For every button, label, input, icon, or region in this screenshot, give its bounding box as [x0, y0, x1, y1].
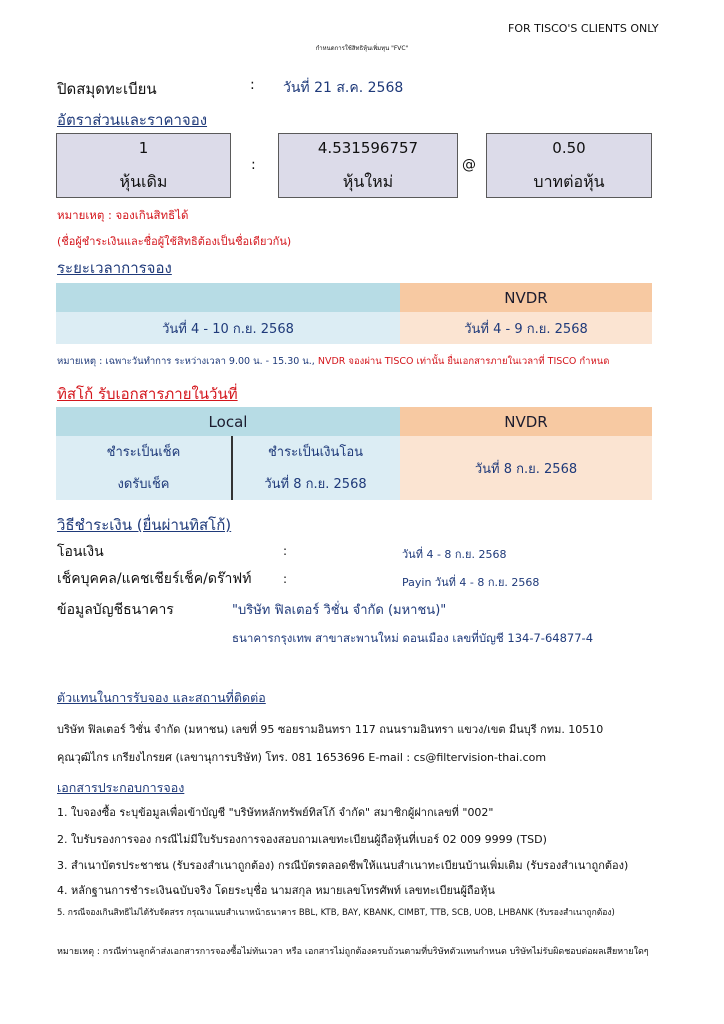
old-share-box: [56, 133, 231, 198]
price-label: บาทต่อหุ้น: [533, 172, 605, 191]
deadline-local-header: Local: [56, 407, 400, 436]
agent-address: บริษัท ฟิลเตอร์ วิชั่น จำกัด (มหาชน) เลขที่ 95 ซอยรามอินทรา 117 ถนนรามอินทรา แขวง/เขต มีนบุรี กทม. 10510: [57, 723, 604, 736]
old-share-label: หุ้นเดิม: [119, 172, 168, 191]
period-local-date: วันที่ 4 - 10 ก.ย. 2568: [56, 312, 400, 344]
page-title: กำหนดการใช้สิทธิหุ้นเพิ่มทุน "FVC": [315, 45, 409, 52]
new-share-value: 4.531596757: [317, 139, 419, 157]
deadline-cheque-value: งดรับเช็ค: [56, 467, 231, 500]
agent-contact: คุณวุฒิไกร เกรียงไกรยศ (เลขานุการบริษัท) โทร. 081 1653696 E-mail : cs@filtervision-thai.com: [57, 751, 547, 764]
new-share-label: หุ้นใหม่: [342, 172, 394, 191]
payment-cheque-date: Payin วันที่ 4 - 8 ก.ย. 2568: [402, 576, 540, 589]
documents-item: 4. หลักฐานการชำระเงินฉบับจริง โดยระบุชื่อ นามสกุล หมายเลขโทรศัพท์ เลขทะเบียนผู้ถือหุ้น: [57, 884, 495, 897]
new-share-box: [278, 133, 458, 198]
book-close-date: วันที่ 21 ส.ค. 2568: [283, 80, 404, 96]
footer-note: หมายเหตุ : กรณีท่านลูกค้าส่งเอกสารการจองซื้อไม่ทันเวลา หรือ เอกสารไม่ถูกต้องครบถ้วนตามที่บริษัทตัวแทนกำหนด บริษัทไม่รับผิดชอบต่อผลเสียหายใดๆ: [57, 947, 649, 957]
deadline-nvdr-value: วันที่ 8 ก.ย. 2568: [400, 436, 652, 500]
payment-cheque-colon: :: [283, 572, 288, 586]
deadline-divider: [231, 436, 233, 500]
documents-heading: เอกสารประกอบการจอง: [57, 780, 185, 795]
old-share-value: 1: [138, 139, 149, 157]
ratio-note-oversubscribe: หมายเหตุ : จองเกินสิทธิได้: [57, 208, 189, 222]
agent-heading: ตัวแทนในการรับจอง และสถานที่ติดต่อ: [57, 690, 266, 705]
price-box: [486, 133, 652, 198]
ratio-at-sign: @: [462, 157, 476, 173]
docs-deadline-heading: ทิสโก้ รับเอกสารภายในวันที่: [57, 385, 238, 403]
payment-transfer-colon: :: [283, 544, 288, 558]
payment-transfer-label: โอนเงิน: [57, 544, 104, 560]
ratio-note-same-name: (ชื่อผู้ชำระเงินและชื่อผู้ใช้สิทธิต้องเป็นชื่อเดียวกัน): [57, 235, 292, 248]
bank-account-name: "บริษัท ฟิลเตอร์ วิชั่น จำกัด (มหาชน)": [232, 603, 447, 618]
book-close-label: ปิดสมุดทะเบียน: [57, 80, 157, 98]
documents-item: 3. สำเนาบัตรประชาชน (รับรองสำเนาถูกต้อง) กรณีบัตรตลอดชีพให้แนบสำเนาทะเบียนบ้านเพิ่มเติม (รับรองสำเนาถูกต้อง): [57, 859, 629, 872]
deadline-transfer-label: ชำระเป็นเงินโอน: [231, 436, 400, 467]
period-note: [57, 354, 609, 369]
period-note-hours: หมายเหตุ : เฉพาะวันทำการ ระหว่างเวลา 9.00 น. - 15.30 น.,: [57, 356, 315, 367]
bank-account-detail: ธนาคารกรุงเทพ สาขาสะพานใหม่ ดอนเมือง เลขที่บัญชี 134-7-64877-4: [232, 631, 594, 645]
payment-heading: วิธีชำระเงิน (ยื่นผ่านทิสโก้): [57, 516, 232, 534]
documents-item: 1. ใบจองซื้อ ระบุข้อมูลเพื่อเข้าบัญชี "บริษัทหลักทรัพย์ทิสโก้ จำกัด" สมาชิกผู้ฝากเลขที่ "002": [57, 806, 494, 819]
payment-cheque-label: เช็คบุคคล/แคชเชียร์เช็ค/ดร๊าฟท์: [57, 571, 252, 587]
period-nvdr-date: วันที่ 4 - 9 ก.ย. 2568: [400, 312, 652, 344]
clients-only-label: FOR TISCO'S CLIENTS ONLY: [508, 22, 659, 35]
period-heading: ระยะเวลาการจอง: [57, 259, 172, 277]
ratio-heading: อัตราส่วนและราคาจอง: [57, 111, 208, 129]
payment-transfer-date: วันที่ 4 - 8 ก.ย. 2568: [402, 548, 507, 561]
deadline-transfer-value: วันที่ 8 ก.ย. 2568: [231, 467, 400, 500]
documents-item: 2. ใบรับรองการจอง กรณีไม่มีใบรับรองการจองสอบถามเลขทะเบียนผู้ถือหุ้นที่เบอร์ 02 009 9999 (TSD): [57, 833, 547, 846]
period-note-nvdr: NVDR จองผ่าน TISCO เท่านั้น ยื่นเอกสารภายในเวลาที่ TISCO กำหนด: [314, 356, 610, 367]
ratio-colon: :: [251, 157, 256, 173]
price-value: 0.50: [552, 139, 586, 157]
deadline-cheque-label: ชำระเป็นเช็ค: [56, 436, 231, 467]
period-nvdr-header: NVDR: [400, 283, 652, 312]
documents-item: 5. กรณีจองเกินสิทธิไม่ได้รับจัดสรร กรุณาแนบสำเนาหน้าธนาคาร BBL, KTB, BAY, KBANK, CIMBT, TTB, SCB, UOB, LHBANK (รับรองสำเนาถูกต้อง): [57, 908, 615, 918]
bank-info-label: ข้อมูลบัญชีธนาคาร: [57, 602, 174, 618]
period-local-header: [56, 283, 400, 312]
book-close-colon: :: [250, 77, 255, 93]
deadline-nvdr-header: NVDR: [400, 407, 652, 436]
